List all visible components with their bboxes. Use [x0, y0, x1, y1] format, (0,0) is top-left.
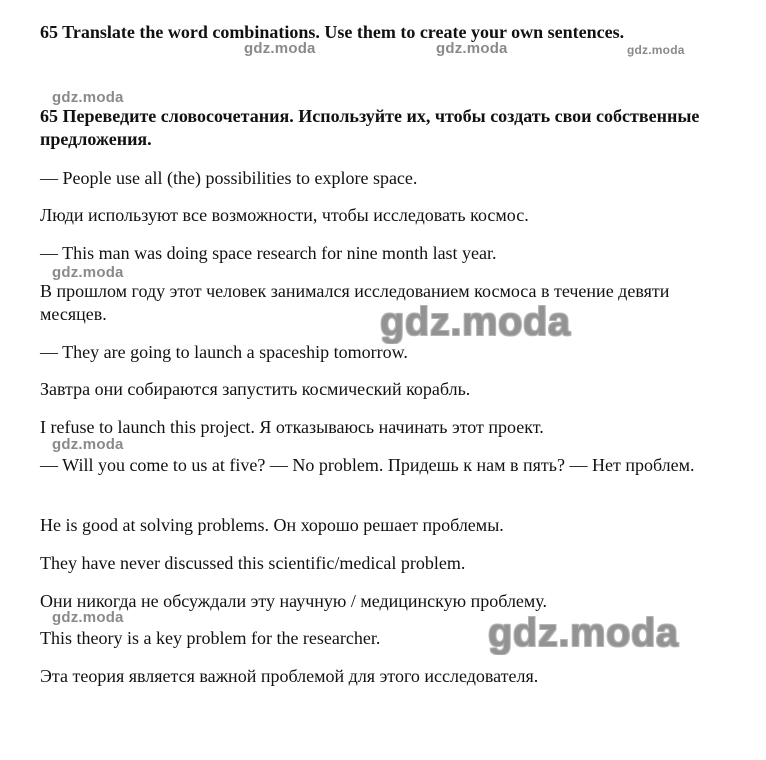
watermark: gdz.moda — [244, 40, 316, 57]
sentence-line: They have never discussed this scientific/medical problem. — [40, 553, 466, 573]
watermark-large: gdz.moda — [488, 611, 679, 655]
exercise-heading-russian: 65 Переведите словосочетания. Используйте их, чтобы создать свои собственные предложения. — [40, 106, 700, 149]
watermark-large: gdz.moda — [380, 300, 571, 344]
sentence-line: — Will you come to us at five? — No problem. Придешь к нам в пять? — Нет проблем. — [40, 455, 695, 475]
sentence-line: — This man was doing space research for nine month last year. — [40, 243, 497, 263]
watermark: gdz.moda — [627, 43, 685, 57]
watermark: gdz.moda — [436, 40, 508, 57]
sentence-line: He is good at solving problems. Он хорошо решает проблемы. — [40, 515, 504, 535]
sentence-line: В прошлом году этот человек занимался исследованием космоса в течение девяти месяцев. — [40, 281, 670, 324]
sentence-line: — People use all (the) possibilities to explore space. — [40, 168, 418, 188]
watermark: gdz.moda — [52, 89, 124, 106]
sentence-line: Люди используют все возможности, чтобы исследовать космос. — [40, 205, 529, 225]
sentence-line: I refuse to launch this project. Я отказываюсь начинать этот проект. — [40, 417, 544, 437]
watermark: gdz.moda — [52, 436, 124, 453]
watermark: gdz.moda — [52, 609, 124, 626]
sentence-line: — They are going to launch a spaceship tomorrow. — [40, 342, 408, 362]
exercise-heading-english: 65 Translate the word combinations. Use them to create your own sentences. — [40, 22, 625, 42]
sentence-line: This theory is a key problem for the researcher. — [40, 628, 381, 648]
watermark: gdz.moda — [52, 264, 124, 281]
sentence-line: Эта теория является важной проблемой для этого исследователя. — [40, 666, 539, 686]
sentence-line: Они никогда не обсуждали эту научную / медицинскую проблему. — [40, 591, 548, 611]
sentence-line: Завтра они собираются запустить космический корабль. — [40, 379, 471, 399]
